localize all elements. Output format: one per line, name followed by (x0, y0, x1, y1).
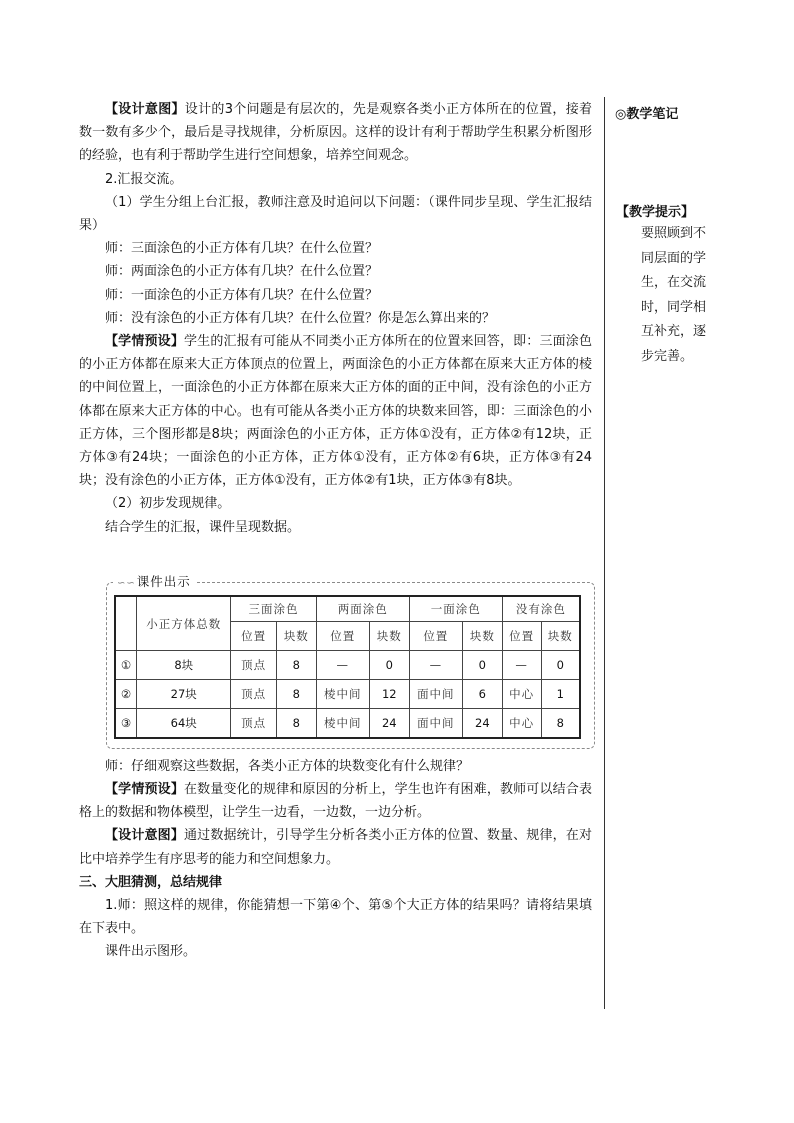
subheader-position: 位置 (231, 622, 277, 651)
table-row (115, 709, 580, 739)
table-header-row-1 (115, 596, 580, 622)
subheader-position: 位置 (409, 622, 462, 651)
subheader-count: 块数 (462, 622, 502, 651)
table-cell: 顶点 (231, 680, 277, 709)
table-cell: 面中间 (409, 680, 462, 709)
design-intent-tag: 【设计意图】 (105, 102, 185, 117)
table-cell: 顶点 (231, 709, 277, 739)
table-row (115, 651, 580, 680)
table-cell: 12 (369, 680, 409, 709)
margin-divider (604, 97, 605, 1009)
courseware-intro-line: 结合学生的汇报，课件呈现数据。 (105, 519, 301, 535)
courseware-panel-title (113, 572, 197, 590)
design-intent-paragraph (79, 98, 592, 168)
subheader-count: 块数 (369, 622, 409, 651)
main-content (79, 98, 592, 964)
table-cell: 0 (541, 651, 580, 680)
subheader-position: 位置 (502, 622, 541, 651)
table-cell: 8 (276, 680, 316, 709)
table-cell: 64块 (137, 709, 231, 739)
table-row (115, 680, 580, 709)
table-cell: 顶点 (231, 651, 277, 680)
step-report-exchange: 2.汇报交流。 (105, 171, 183, 187)
table-cell: 6 (462, 680, 502, 709)
courseware-show-figure: 课件出示图形。 (105, 944, 197, 960)
header-no-face: 没有涂色 (502, 596, 580, 622)
table-cell: — (409, 651, 462, 680)
design-intent-text: 设计的3个问题是有层次的，先是观察各类小正方体所在的位置，接着数一数有多少个，最后是寻找规律，分析原因。这样的设计有利于帮助学生积累分析图形的经验，也有利于帮助学生进行空间想象，培养空间观念。 (79, 102, 592, 164)
question-one-face: 师：一面涂色的小正方体有几块？在什么位置？ (105, 287, 379, 303)
header-one-face: 一面涂色 (409, 596, 502, 622)
question-no-face: 师：没有涂色的小正方体有几块？在什么位置？你是怎么算出来的？ (105, 310, 496, 326)
learning-preview-tag-2: 【学情预设】 (105, 782, 184, 798)
design-intent-paragraph-2 (79, 824, 592, 870)
table-cell: 8 (276, 651, 316, 680)
table-cell: 8 (276, 709, 316, 739)
teaching-tip-text: 要照顾到不同层面的学生，在交流时，同学相互补充，逐步完善。 (641, 226, 707, 364)
table-cell: 面中间 (409, 709, 462, 739)
courseware-panel-title-text: 课件出示 (136, 574, 191, 589)
header-total-cubes: 小正方体总数 (137, 596, 231, 651)
subheader-count: 块数 (276, 622, 316, 651)
sub-step-group-report: （1）学生分组上台汇报，教师注意及时追问以下问题：（课件同步呈现、学生汇报结果） (79, 194, 592, 234)
table-cell: ① (115, 651, 137, 680)
table-corner-cell (115, 596, 137, 651)
learning-preview-text-2: 在数量变化的规律和原因的分析上，学生也许有困难，教师可以结合表格上的数据和物体模型，让学生一边看，一边数，一边分析。 (79, 782, 592, 821)
table-cell: 0 (369, 651, 409, 680)
question-three-faces: 师：三面涂色的小正方体有几块？在什么位置？ (105, 241, 379, 257)
learning-preview-paragraph-2 (79, 778, 592, 824)
table-cell: — (502, 651, 541, 680)
cube-data-table (114, 595, 581, 739)
teaching-tip-title: 【教学提示】 (616, 205, 695, 220)
table-cell: 27块 (137, 680, 231, 709)
table-cell: 中心 (502, 709, 541, 739)
table-cell: ② (115, 680, 137, 709)
table-cell: 8 (541, 709, 580, 739)
teaching-notes-title: ◎教学笔记 (615, 107, 679, 122)
question-observe-data: 师：仔细观察这些数据，各类小正方体的块数变化有什么规律？ (105, 758, 470, 774)
table-cell: 0 (462, 651, 502, 680)
learning-preview-text: 学生的汇报有可能从不同类小正方体所在的位置来回答，即：三面涂色的小正方体都在原来大正方体顶点的位置上，两面涂色的小正方体都在原来大正方体的棱的中间位置上，一面涂色的小正方体都在原来大正方体的面的正中间，没有涂色的小正方体都在原来大正方体的中心。也有可能从各类小正方体的块数来回答，即：三面涂色的小正方体，三个图形都是8块；两面涂色的小正方体，正方体①没有，正方体②有12块，正方体③有24块；一面涂色的小正方体，正方体①没有，正方体②有6块，正方体③有24块；没有涂色的小正方体，正方体①没有，正方体②有1块，正方体③有8块。 (79, 334, 592, 489)
learning-preview-tag: 【学情预设】 (105, 334, 184, 350)
table-cell: 24 (369, 709, 409, 739)
table-cell: ③ (115, 709, 137, 739)
item-guess-next-cubes: 1.师：照这样的规律，你能猜想一下第④个、第⑤个大正方体的结果吗？请将结果填在下表中。 (79, 898, 592, 937)
header-three-faces: 三面涂色 (231, 596, 316, 622)
design-intent-text-2: 通过数据统计，引导学生分析各类小正方体的位置、数量、规律，在对比中培养学生有序思考的能力和空间想象力。 (79, 828, 592, 867)
table-cell: 1 (541, 680, 580, 709)
table-cell: 棱中间 (316, 680, 369, 709)
design-intent-tag-2: 【设计意图】 (105, 828, 184, 844)
learning-preview-paragraph (79, 330, 592, 492)
question-two-faces: 师：两面涂色的小正方体有几块？在什么位置？ (105, 264, 379, 280)
section-heading-guess-rule: 三、大胆猜测，总结规律 (79, 874, 223, 890)
table-cell: — (316, 651, 369, 680)
table-cell: 中心 (502, 680, 541, 709)
table-cell: 24 (462, 709, 502, 739)
header-two-faces: 两面涂色 (316, 596, 409, 622)
subheader-position: 位置 (316, 622, 369, 651)
table-cell: 8块 (137, 651, 231, 680)
table-cell: 棱中间 (316, 709, 369, 739)
teaching-tip-text-block (615, 222, 715, 369)
sub-step-find-rule: （2）初步发现规律。 (105, 496, 231, 512)
wave-decoration-icon: ∽∽ (117, 578, 136, 589)
subheader-count: 块数 (541, 622, 580, 651)
